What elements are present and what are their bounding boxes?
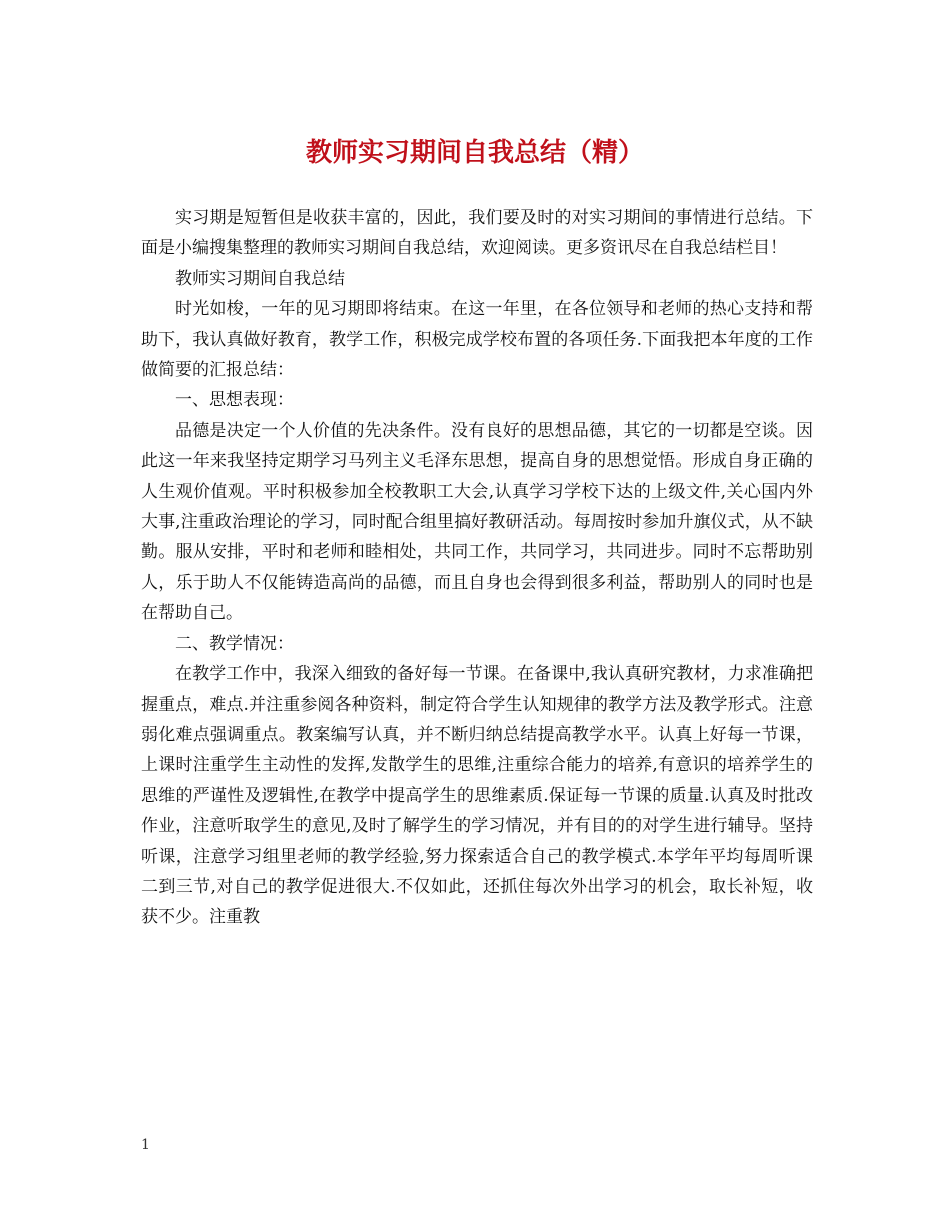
document-title: 教师实习期间自我总结（精） [305, 138, 644, 168]
opening-paragraph: 时光如梭，一年的见习期即将结束。在这一年里，在各位领导和老师的热心支持和帮助下，我认真做好教育，教学工作，积极完成学校布置的各项任务.下面我把本年度的工作做简要的汇报总结： [141, 299, 813, 381]
section-heading-teaching: 二、教学情况： [175, 633, 294, 654]
section-heading-thought: 一、思想表现： [175, 390, 294, 411]
thought-paragraph: 品德是决定一个人价值的先决条件。没有良好的思想品德，其它的一切都是空谈。因此这一年来我坚持定期学习马列主义毛泽东思想，提高自身的思想觉悟。形成自身正确的人生观价值观。平时积极参加全校教职工大会,认真学习学校下达的上级文件,关心国内外大事,注重政治理论的学习，同时配合组里搞好教研活动。每周按时参加升旗仪式，从不缺勤。服从安排，平时和老师和睦相处，共同工作，共同学习，共同进步。同时不忘帮助别人，乐于助人不仅能铸造高尚的品德，而且自身也会得到很多利益，帮助别人的同时也是在帮助自己。 [141, 420, 813, 624]
page-number: 1 [141, 1137, 150, 1153]
document-body [141, 203, 813, 933]
intro-paragraph: 实习期是短暂但是收获丰富的，因此，我们要及时的对实习期间的事情进行总结。下面是小编搜集整理的教师实习期间自我总结，欢迎阅读。更多资讯尽在自我总结栏目！ [141, 208, 813, 259]
subtitle-paragraph: 教师实习期间自我总结 [175, 268, 345, 289]
teaching-paragraph: 在教学工作中，我深入细致的备好每一节课。在备课中,我认真研究教材，力求准确把握重点，难点.并注重参阅各种资料，制定符合学生认知规律的教学方法及教学形式。注意弱化难点强调重点。教案编写认真，并不断归纳总结提高教学水平。认真上好每一节课，上课时注重学生主动性的发挥,发散学生的思维,注重综合能力的培养,有意识的培养学生的思维的严谨性及逻辑性,在教学中提高学生的思维素质.保证每一节课的质量.认真及时批改作业，注意听取学生的意见,及时了解学生的学习情况，并有目的的对学生进行辅导。坚持听课，注意学习组里老师的教学经验,努力探索适合自己的教学模式.本学年平均每周听课二到三节,对自己的教学促进很大.不仅如此，还抓住每次外出学习的机会，取长补短，收获不少。注重教 [141, 664, 813, 928]
